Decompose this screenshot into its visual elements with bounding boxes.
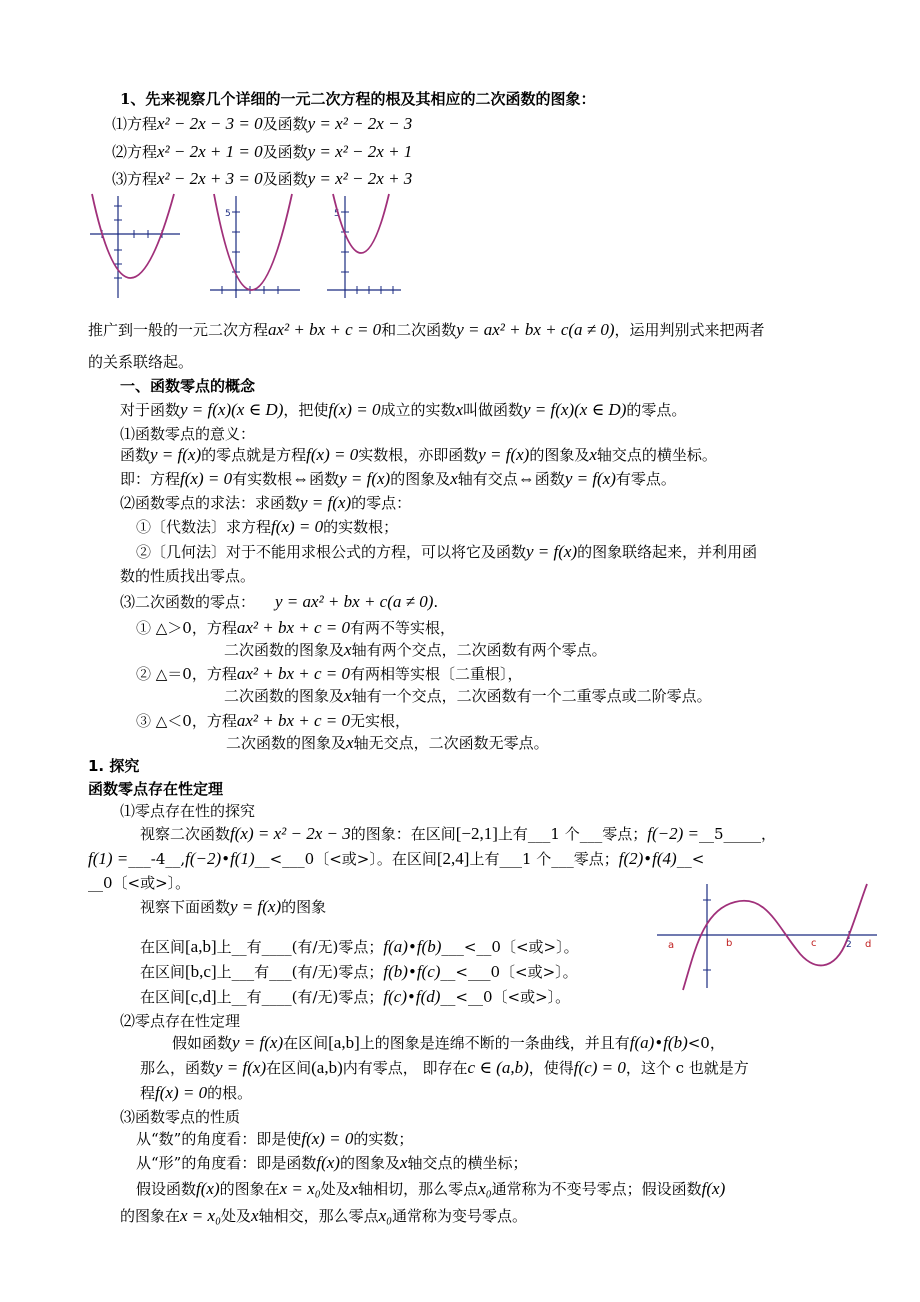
s3-b: . <box>433 593 439 611</box>
r3-g: f(d) <box>415 987 441 1006</box>
method-title <box>120 492 411 514</box>
p3-e: 通常称为不变号零点；假设函数 <box>491 1180 702 1198</box>
algebra-method <box>136 516 398 538</box>
m1-eq: f(x) = 0 <box>306 445 359 464</box>
p3-eq: x = x₀ <box>279 1179 321 1198</box>
r1-a: 在区间 <box>140 938 186 956</box>
eq2-num: ⑵方程 <box>112 143 158 161</box>
c1-b: 有两不等实根， <box>350 619 456 637</box>
e2-fn: f(x) = x² − 2x − 3 <box>230 824 351 843</box>
t3-eq: f(x) = 0 <box>155 1083 208 1102</box>
theorem-line-2 <box>140 1057 749 1079</box>
label-c: c <box>811 938 817 949</box>
gen-equation: ax² + bx + c = 0 <box>268 320 382 339</box>
def-equation: f(x) = 0 <box>328 400 381 419</box>
def-text-2: ，把使 <box>283 401 329 419</box>
label-a: a <box>668 940 675 951</box>
r1-int: [a,b] <box>185 937 217 956</box>
t2-c: 内有零点， 即存在 <box>342 1059 468 1077</box>
m2-fn: y = f(x) <box>339 469 391 488</box>
c2-b: 有两相等实根〔二重根〕， <box>350 665 523 683</box>
e3-f3: f(1) <box>230 849 255 868</box>
e3-int: [2,4] <box>436 849 470 868</box>
p3-b: 的图象在 <box>219 1180 280 1198</box>
c3-a: ③ △＜0，方程 <box>136 712 237 730</box>
t1-a: 假如函数 <box>172 1034 233 1052</box>
property-number-view <box>136 1128 413 1150</box>
c3-eq: ax² + bx + c = 0 <box>236 711 351 730</box>
geometry-method <box>136 541 757 563</box>
case-zero <box>136 663 523 685</box>
m2-eq: f(x) = 0 <box>180 469 233 488</box>
gen-text-2: 和二次函数 <box>381 321 457 339</box>
r3-int: [c,d] <box>185 987 217 1006</box>
explore-title: ⑴零点存在性的探究 <box>120 802 256 820</box>
t1-b: 在区间 <box>283 1034 329 1052</box>
equation-line-3 <box>112 168 412 190</box>
s2-b: 的零点： <box>351 494 412 512</box>
case-positive-2 <box>224 639 607 661</box>
p2-f: f(x) <box>316 1153 340 1172</box>
e3-f2: f(−2) <box>185 849 222 868</box>
m1-d: 的图象及 <box>529 446 590 464</box>
e2-int: [−2,1] <box>455 824 498 843</box>
c2-d: 轴有一个交点，二次函数有一个二重零点或二阶零点。 <box>351 687 712 705</box>
e3-d: __< <box>676 850 705 868</box>
m2-d: 的图象及 <box>390 470 451 488</box>
interval-bc-line <box>140 961 578 983</box>
m1-c: 实数根，亦即函数 <box>358 446 479 464</box>
r3-f: f(c) <box>383 987 407 1006</box>
observe-line <box>140 896 326 918</box>
r1-dot: • <box>407 938 417 956</box>
graph2-tick-5: 5 <box>225 209 231 219</box>
p1-eq: f(x) = 0 <box>301 1129 354 1148</box>
t2-b: 在区间 <box>266 1059 312 1077</box>
t2-fn: y = f(x) <box>215 1058 267 1077</box>
r3-a: 在区间 <box>140 988 186 1006</box>
case-positive <box>136 617 455 639</box>
p4-x0: x₀ <box>378 1206 393 1225</box>
e3-f4: f(2) <box>618 849 644 868</box>
def-function: y = f(x)(x ∈ D) <box>180 400 284 419</box>
interval-ab-line <box>140 936 579 958</box>
eq3-mid: 及函数 <box>262 170 308 188</box>
r2-dot: • <box>407 963 417 981</box>
p4-d: 通常称为变号零点。 <box>392 1207 528 1225</box>
property-title: ⑶函数零点的性质 <box>120 1108 241 1126</box>
e3-f5: f(4) <box>652 849 677 868</box>
def-text-3: 成立的实数 <box>380 401 456 419</box>
c3-d: 轴无交点，二次函数无零点。 <box>353 734 549 752</box>
s2-1eq: f(x) = 0 <box>271 517 324 536</box>
p3-x: x <box>350 1179 359 1198</box>
case-negative-2 <box>226 732 549 754</box>
e3-b: __<___0〔<或>〕。在区间 <box>254 850 437 868</box>
label-d: d <box>865 939 872 950</box>
p4-c: 轴相交，那么零点 <box>258 1207 379 1225</box>
t3-b: 的根。 <box>207 1084 253 1102</box>
e2-c: 上有___1 个___零点； <box>497 825 648 843</box>
section1-title: 一、函数零点的概念 <box>120 377 256 395</box>
t1-d: <0， <box>687 1034 725 1052</box>
r2-g: f(c) <box>416 962 441 981</box>
label-b: b <box>726 938 733 949</box>
r2-int: [b,c] <box>185 962 217 981</box>
t1-c: 上的图象是连绵不断的一条曲线，并且有 <box>359 1034 630 1052</box>
explore-line-1 <box>140 823 776 845</box>
m2-e: 轴有交点 <box>457 470 518 488</box>
m2-g: 有零点。 <box>615 470 676 488</box>
p4-b: 处及 <box>221 1207 252 1225</box>
r2-f: f(b) <box>383 962 408 981</box>
e2-b: 的图象：在区间 <box>350 825 456 843</box>
parabola-graph-2 <box>208 192 303 302</box>
iff-symbol-1: ⇔ <box>292 469 310 488</box>
e2-f: f(−2) = <box>647 824 699 843</box>
c2-a: ② △＝0，方程 <box>136 665 237 683</box>
c3-c: 二次函数的图象及 <box>226 734 347 752</box>
r1-g: f(b) <box>416 937 442 956</box>
equation-line-2 <box>112 141 412 163</box>
explore-line-2 <box>88 848 704 870</box>
eq3-equation: x² − 2x + 3 = 0 <box>157 169 263 188</box>
t2-a: 那么，函数 <box>140 1059 216 1077</box>
section2-title: 1. 探究 <box>88 757 140 775</box>
gen-text-3: ，运用判别式来把两者 <box>614 321 765 339</box>
m1-a: 函数 <box>120 446 151 464</box>
t1-int: [a,b] <box>328 1033 360 1052</box>
t2-d: ，使得 <box>528 1059 574 1077</box>
p1-a: 从“数”的角度看：即是使 <box>136 1130 302 1148</box>
p3-a: 假设函数 <box>136 1180 197 1198</box>
gen-text-1: 推广到一般的一元二次方程 <box>88 321 269 339</box>
m2-fn2: y = f(x) <box>564 469 616 488</box>
c2-eq: ax² + bx + c = 0 <box>236 664 351 683</box>
t3-a: 程 <box>140 1084 156 1102</box>
s2-1b: 的实数根； <box>323 518 399 536</box>
meaning-title: ⑴函数零点的意义： <box>120 425 256 443</box>
explore-line-3: __0〔<或>〕。 <box>88 874 191 892</box>
m1-x: x <box>589 445 597 464</box>
c1-a: ① △＞0，方程 <box>136 619 237 637</box>
p3-f2: f(x) <box>701 1179 726 1198</box>
intro-heading: 1、先来视察几个详细的一元二次方程的根及其相应的二次函数的图象： <box>120 90 596 108</box>
graph3-tick-5: 5 <box>334 209 340 219</box>
eq1-mid: 及函数 <box>262 115 308 133</box>
equivalence-line <box>120 468 676 490</box>
e3-c: 上有___1 个___零点； <box>469 850 619 868</box>
parabola-graph-3 <box>325 192 405 302</box>
parabola-graph-1 <box>88 192 183 302</box>
s2-a: ⑵函数零点的求法：求函数 <box>120 494 301 512</box>
m2-b: 有实数根 <box>232 470 293 488</box>
theorem-line-1 <box>172 1032 725 1054</box>
def-text-5: 的零点。 <box>626 401 687 419</box>
e2-d: __5_____， <box>698 825 777 843</box>
p3-x0: x₀ <box>478 1179 492 1198</box>
theorem-line-3 <box>140 1082 252 1104</box>
gen-function: y = ax² + bx + c(a ≠ 0) <box>456 320 615 339</box>
meaning-line <box>120 444 717 466</box>
p3-f: f(x) <box>196 1179 220 1198</box>
e3-f1: f(1) = <box>88 849 129 868</box>
p2-c: 轴交点的横坐标； <box>407 1154 528 1172</box>
m1-fn2: y = f(x) <box>478 445 530 464</box>
m1-e: 轴交点的横坐标。 <box>596 446 717 464</box>
label-two: 2 <box>846 940 852 950</box>
cubic-function-graph <box>655 880 880 992</box>
c1-eq: ax² + bx + c = 0 <box>236 618 351 637</box>
zero-definition <box>120 399 686 421</box>
def-text-1: 对于函数 <box>120 401 181 419</box>
t1-dot: • <box>654 1034 664 1052</box>
c1-d: 轴有两个交点，二次函数有两个零点。 <box>351 641 607 659</box>
m1-fn: y = f(x) <box>150 445 202 464</box>
case-zero-2 <box>224 685 712 707</box>
eq1-function: y = x² − 2x − 3 <box>307 114 413 133</box>
m2-a: 即：方程 <box>120 470 181 488</box>
p2-b: 的图象及 <box>339 1154 400 1172</box>
s2-1a: ①〔代数法〕求方程 <box>136 518 272 536</box>
theorem-title: 函数零点存在性定理 <box>88 780 224 798</box>
s2-2fn: y = f(x) <box>526 542 578 561</box>
theorem-subtitle: ⑵零点存在性定理 <box>120 1012 241 1030</box>
generalize-line <box>88 319 765 341</box>
eq2-mid: 及函数 <box>262 143 308 161</box>
s2-2b: 的图象联络起来，并利用函 <box>577 543 758 561</box>
property-shape-view <box>136 1152 528 1174</box>
property-cross <box>120 1205 527 1227</box>
eq1-num: ⑴方程 <box>112 115 158 133</box>
r1-f: f(a) <box>383 937 408 956</box>
c2-x: x <box>344 686 352 705</box>
r2-b: 上___有___(有/无)零点； <box>216 963 384 981</box>
e3-dot-2: • <box>643 850 653 868</box>
r1-c: ___<__0〔<或>〕。 <box>441 938 579 956</box>
t1-g: f(b) <box>663 1033 688 1052</box>
c1-x: x <box>344 640 352 659</box>
e3-dot: • <box>221 850 231 868</box>
def-function-2: y = f(x)(x ∈ D) <box>523 400 627 419</box>
r3-dot: • <box>407 988 416 1006</box>
interval-cd-line <box>140 986 570 1008</box>
p4-eq: x = x₀ <box>180 1206 221 1225</box>
generalize-line-2: 的关系联络起。 <box>88 353 194 371</box>
r2-a: 在区间 <box>140 963 186 981</box>
m2-c: 函数 <box>309 470 340 488</box>
s3-fn: y = ax² + bx + c(a ≠ 0) <box>275 592 434 611</box>
t1-fn: y = f(x) <box>232 1033 284 1052</box>
r1-b: 上__有____(有/无)零点； <box>216 938 384 956</box>
c1-c: 二次函数的图象及 <box>224 641 345 659</box>
p2-a: 从“形”的角度看：即是函数 <box>136 1154 317 1172</box>
s3-a: ⑶二次函数的零点： <box>120 593 256 611</box>
property-tangent <box>136 1178 725 1200</box>
case-negative <box>136 710 410 732</box>
e2-a: 视察二次函数 <box>140 825 231 843</box>
t2-in: c ∈ (a,b) <box>467 1058 529 1077</box>
e5-b: 的图象 <box>281 898 327 916</box>
t2-e: ，这个 c 也就是方 <box>625 1059 749 1077</box>
c3-x: x <box>346 733 354 752</box>
c3-b: 无实根， <box>350 712 411 730</box>
p4-a: 的图象在 <box>120 1207 181 1225</box>
s2-fn: y = f(x) <box>300 493 352 512</box>
t2-eq: f(c) = 0 <box>573 1058 626 1077</box>
c2-c: 二次函数的图象及 <box>224 687 345 705</box>
p2-x: x <box>399 1153 408 1172</box>
equation-line-1 <box>112 113 412 135</box>
eq2-function: y = x² − 2x + 1 <box>307 142 413 161</box>
p1-b: 的实数； <box>353 1130 414 1148</box>
s2-2a: ②〔几何法〕对于不能用求根公式的方程，可以将它及函数 <box>136 543 527 561</box>
t2-int: (a,b) <box>311 1058 343 1077</box>
e5-fn: y = f(x) <box>230 897 282 916</box>
m1-b: 的零点就是方程 <box>201 446 307 464</box>
m2-x: x <box>450 469 458 488</box>
r3-c: __<__0〔<或>〕。 <box>440 988 571 1006</box>
eq1-equation: x² − 2x − 3 = 0 <box>157 114 263 133</box>
r2-c: __<___0〔<或>〕。 <box>440 963 578 981</box>
def-text-4: 叫做函数 <box>463 401 524 419</box>
p3-d: 轴相切，那么零点 <box>358 1180 479 1198</box>
p4-x: x <box>251 1206 259 1225</box>
eq2-equation: x² − 2x + 1 = 0 <box>157 142 263 161</box>
e5-a: 视察下面函数 <box>140 898 231 916</box>
def-x: x <box>455 400 463 419</box>
quadratic-zero-title <box>120 591 438 613</box>
t1-f: f(a) <box>629 1033 655 1052</box>
e3-a: ___-4__, <box>128 850 186 868</box>
geometry-method-2: 数的性质找出零点。 <box>120 567 256 585</box>
iff-symbol-2: ⇔ <box>517 469 535 488</box>
m2-f: 函数 <box>534 470 565 488</box>
r3-b: 上__有____(有/无)零点； <box>216 988 384 1006</box>
eq3-function: y = x² − 2x + 3 <box>307 169 413 188</box>
eq3-num: ⑶方程 <box>112 170 158 188</box>
p3-c: 处及 <box>320 1180 351 1198</box>
